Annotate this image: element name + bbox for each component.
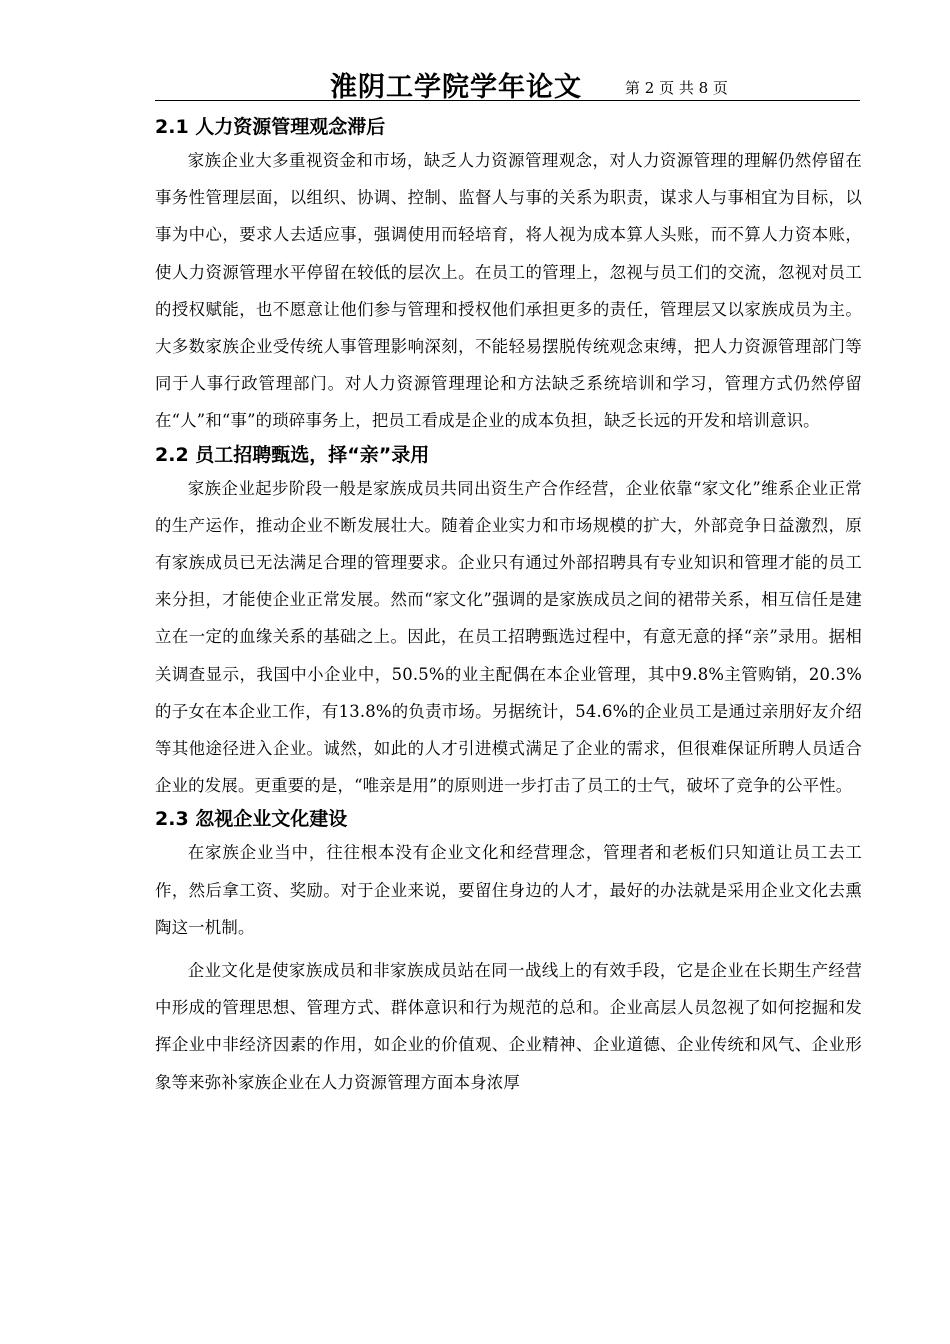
page-header (155, 62, 860, 101)
page-number: 第 2 页 共 8 页 (625, 79, 728, 97)
section-heading-2-2: 2.2 员工招聘甄选，择“亲”录用 (155, 443, 430, 466)
document-title: 淮阴工学院学年论文 (330, 72, 582, 103)
section-heading-2-3: 2.3 忽视企业文化建设 (155, 808, 348, 831)
paragraph: 家族企业起步阶段一般是家族成员共同出资生产合作经营，企业依靠“家文化”维系企业正常的生产运作，推动企业不断发展壮大。随着企业实力和市场规模的扩大，外部竞争日益激烈，原有家族成员已无法满足合理的管理要求。企业只有通过外部招聘具有专业知识和管理才能的员工来分担，才能使企业正常发展。然而“家文化”强调的是家族成员之间的裙带关系，相互信任是建立在一定的血缘关系的基础之上。因此，在员工招聘甄选过程中，有意无意的择“亲”录用。据相关调查显示，我国中小企业中，50.5%的业主配偶在本企业管理，其中9.8%主管购销，20.3%的子女在本企业工作，有13.8%的负责市场。另据统计，54.6%的企业员工是通过亲朋好友介绍等其他途径进入企业。诚然，如此的人才引进模式满足了企业的需求，但很难保证所聘人员适合企业的发展。更重要的是，“唯亲是用”的原则进一步打击了员工的士气，破坏了竞争的公平性。 (155, 478, 862, 796)
paragraph: 企业文化是使家族成员和非家族成员站在同一战线上的有效手段，它是企业在长期生产经营中形成的管理思想、管理方式、群体意识和行为规范的总和。企业高层人员忽视了如何挖掘和发挥企业中非经济因素的作用，如企业的价值观、企业精神、企业道德、企业传统和风气、企业形象等来弥补家族企业在人力资源管理方面本身浓厚 (155, 961, 862, 1092)
paragraph: 在家族企业当中，往往根本没有企业文化和经营理念，管理者和老板们只知道让员工去工作，然后拿工资、奖励。对于企业来说，要留住身边的人才，最好的办法就是采用企业文化去熏陶这一机制。 (155, 843, 862, 937)
paragraph: 家族企业大多重视资金和市场，缺乏人力资源管理观念，对人力资源管理的理解仍然停留在事务性管理层面，以组织、协调、控制、监督人与事的关系为职责，谋求人与事相宜为目标，以事为中心，要求人去适应事，强调使用而轻培育，将人视为成本算人头账，而不算人力资本账，使人力资源管理水平停留在较低的层次上。在员工的管理上，忽视与员工们的交流，忽视对员工的授权赋能，也不愿意让他们参与管理和授权他们承担更多的责任，管理层又以家族成员为主。大多数家族企业受传统人事管理影响深刻，不能轻易摆脱传统观念束缚，把人力资源管理部门等同于人事行政管理部门。对人力资源管理理论和方法缺乏系统培训和学习，管理方式仍然停留在“人”和“事”的琐碎事务上，把员工看成是企业的成本负担，缺乏长远的开发和培训意识。 (155, 151, 862, 431)
document-body (155, 112, 862, 1101)
section-heading-2-1: 2.1 人力资源管理观念滞后 (155, 116, 386, 138)
